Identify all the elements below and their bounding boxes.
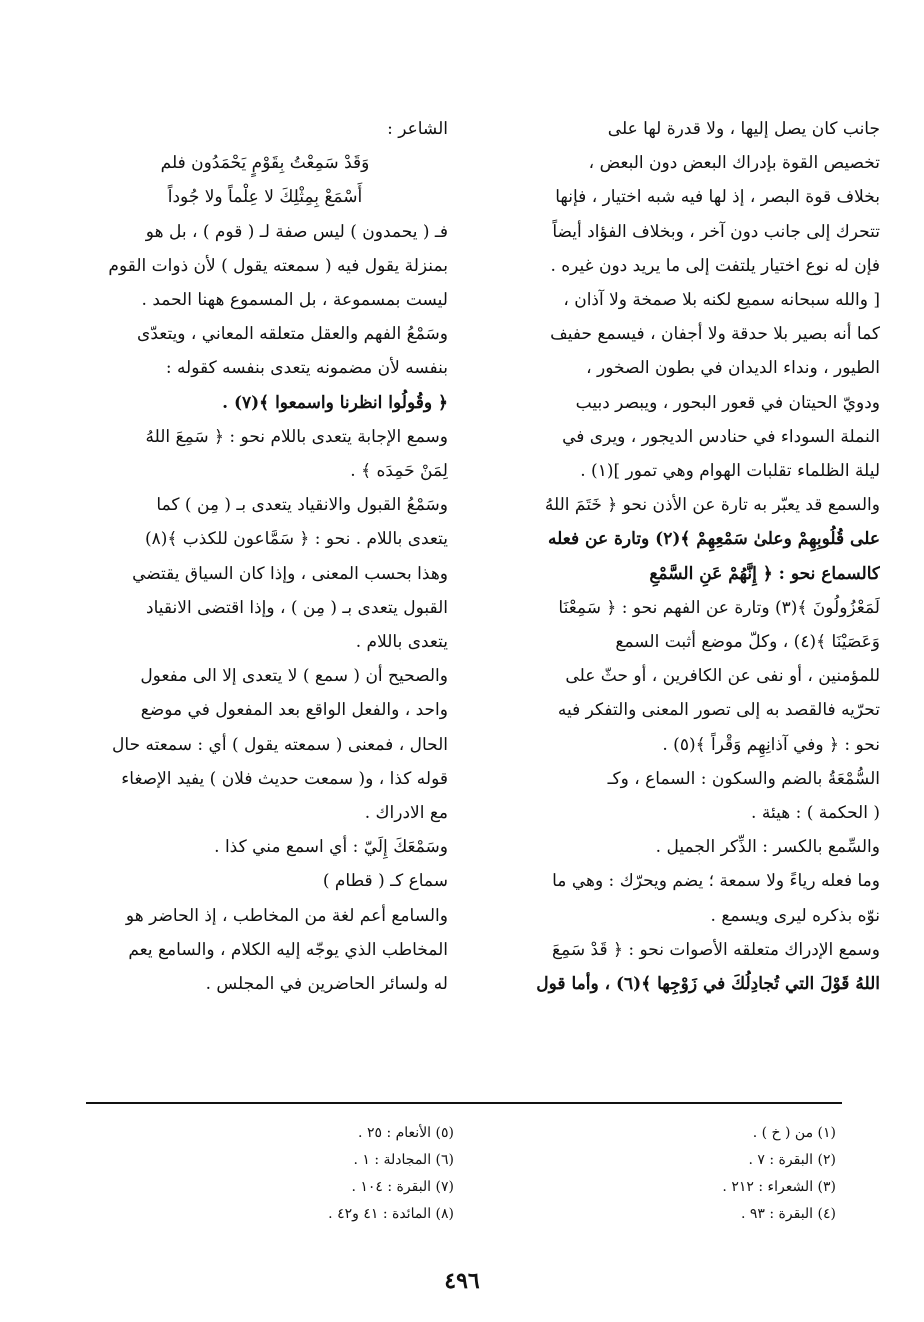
text-line: وما فعله رياءً ولا سمعة ؛ يضم ويحرّك : وهي ما	[552, 871, 880, 892]
footnote: (٧) البقرة : ١٠٤ .	[351, 1179, 454, 1195]
text-line: مع الادراك .	[364, 803, 448, 824]
text-line: [ والله سبحانه سميع لكنه بلا صمخة ولا آذان ،	[563, 290, 880, 311]
text-line: فـ ( يحمدون ) ليس صفة لـ ( قوم ) ، بل هو	[145, 221, 448, 242]
text-line: كالسماع نحو : ﴿ إِنَّهُمْ عَنِ السَّمْعِ	[649, 563, 880, 584]
text-line: الحال ، فمعنى ( سمعته يقول ) أي : سمعته حال	[112, 734, 448, 755]
text-line: ودويّ الحيتان في قعور البحور ، ويبصر دبيب	[575, 392, 880, 413]
poetry-verse: أَسْمَعْ بِمِثْلِكَ لا عِلْماً ولا جُوداً	[167, 187, 363, 208]
footnote: (١) من ( خ ) .	[752, 1125, 836, 1141]
text-line: والسمع قد يعبّر به تارة عن الأذن نحو ﴿ خَتَمَ اللهُ	[544, 495, 880, 516]
text-line: واحد ، والفعل الواقع بعد المفعول في موضع	[140, 700, 448, 721]
text-line: نوّه بذكره ليرى ويسمع .	[710, 905, 880, 926]
text-line: والصحيح أن ( سمع ) لا يتعدى إلا الى مفعول	[140, 666, 448, 687]
page-number: ٤٩٦	[444, 1268, 480, 1294]
text-line: القبول يتعدى بـ ( مِن ) ، وإذا اقتضى الانقياد	[146, 597, 448, 618]
text-line: الشاعر :	[387, 119, 448, 139]
text-line: بنفسه لأن مضمونه يتعدى بنفسه كقوله :	[165, 358, 448, 379]
text-line: لَمَعْزُولُونَ ﴾(٣) وتارة عن الفهم نحو : ﴿ سَمِعْنَا	[558, 597, 880, 618]
text-line: يتعدى باللام . نحو : ﴿ سَمَّاعون للكذب ﴾(٨)	[144, 529, 448, 550]
text-line: للمؤمنين ، أو نفى عن الكافرين ، أو حثّ على	[565, 666, 880, 687]
text-line: تخصيص القوة بإدراك البعض دون البعض ،	[588, 153, 880, 174]
footnotes-right	[506, 1120, 836, 1228]
text-line: يتعدى باللام .	[355, 632, 448, 653]
right-text-column	[512, 112, 880, 1001]
text-line: وهذا بحسب المعنى ، وإذا كان السياق يقتضي	[132, 563, 448, 584]
text-line: المخاطب الذي يوجّه إليه الكلام ، والسامع يعم	[128, 939, 448, 960]
text-line: وسَمْعُ القبول والانقياد يتعدى بـ ( مِن ) كما	[156, 495, 448, 516]
text-line: وسَمْعَكَ إِلَيّ : أي اسمع مني كذا .	[214, 837, 448, 858]
text-line: ليست بمسموعة ، بل المسموع ههنا الحمد .	[141, 290, 448, 311]
text-line: فإن له نوع اختيار يلتفت إلى ما يريد دون غيره .	[550, 255, 880, 276]
text-line: نحو : ﴿ وفي آذانِهِم وَقْراً ﴾(٥) .	[662, 734, 880, 755]
poetry-verse: وَقَدْ سَمِعْتُ بِقَوْمٍ يَحْمَدُون فلم	[160, 153, 370, 174]
text-line: اللهُ قَوْلَ التي تُجادِلُكَ في زَوْجِها ﴾(٦) ، وأما قول	[536, 974, 880, 995]
text-line: جانب كان يصل إليها ، ولا قدرة لها على	[607, 119, 880, 139]
text-line: له ولسائر الحاضرين في المجلس .	[205, 974, 448, 995]
text-line: والسِّمع بالكسر : الذِّكر الجميل .	[655, 837, 880, 858]
footnote: (٥) الأنعام : ٢٥ .	[358, 1125, 454, 1141]
text-line: ليلة الظلماء تقلبات الهوام وهي تمور ](١) .	[580, 461, 880, 482]
text-line: سماع كـ ( قطام )	[322, 871, 448, 892]
text-line: وسَمْعُ الفهم والعقل متعلقه المعاني ، ويتعدّى	[137, 324, 448, 345]
text-line: لِمَنْ حَمِدَه ﴾ .	[350, 461, 448, 482]
text-line: ( الحكمة ) : هيئة .	[751, 803, 880, 824]
text-line: بمنزلة يقول فيه ( سمعته يقول ) لأن ذوات القوم	[108, 255, 448, 276]
text-line: وسمع الإدراك متعلقه الأصوات نحو : ﴿ قَدْ سَمِعَ	[552, 939, 880, 960]
left-text-column	[82, 112, 448, 1001]
text-line: والسامع أعم لغة من المخاطب ، إذ الحاضر هو	[125, 905, 448, 926]
text-line: قوله كذا ، و( سمعت حديث فلان ) يفيد الإصغاء	[121, 768, 448, 789]
footnote: (٤) البقرة : ٩٣ .	[740, 1206, 836, 1222]
text-line: على قُلُوبِهِمْ وعلىٰ سَمْعِهِمْ ﴾(٢) وتارة عن فعله	[548, 529, 880, 550]
text-line: وسمع الإجابة يتعدى باللام نحو : ﴿ سَمِعَ اللهُ	[145, 426, 448, 447]
footnote: (٦) المجادلة : ١ .	[353, 1152, 454, 1168]
text-line: السُّمْعَةُ بالضم والسكون : السماع ، وكـ	[607, 768, 880, 789]
text-line: النملة السوداء في حنادس الديجور ، ويرى في	[562, 426, 880, 447]
text-line: كما أنه بصير بلا حدقة ولا أجفان ، فيسمع حفيف	[550, 324, 880, 345]
footnote: (٨) المائدة : ٤١ و٤٢ .	[328, 1206, 454, 1222]
text-line: تتحرك إلى جانب دون آخر ، وبخلاف الفؤاد أيضاً	[552, 221, 880, 242]
text-line: ﴿ وقُولُوا انظرنا واسمعوا ﴾(٧) .	[222, 392, 448, 413]
text-line: وَعَصَيْنَا ﴾(٤) ، وكلّ موضع أثبت السمع	[615, 632, 880, 653]
text-line: بخلاف قوة البصر ، إذ لها فيه شبه اختيار ، فإنها	[555, 187, 880, 208]
text-line: الطيور ، ونداء الديدان في بطون الصخور ،	[586, 358, 880, 379]
text-line: تحرّيه فالقصد به إلى تصور المعنى والتفكر فيه	[557, 700, 880, 721]
footnote: (٣) الشعراء : ٢١٢ .	[722, 1179, 836, 1195]
footnote: (٢) البقرة : ٧ .	[748, 1152, 836, 1168]
footnote-divider	[86, 1102, 842, 1104]
footnotes-left	[124, 1120, 454, 1228]
